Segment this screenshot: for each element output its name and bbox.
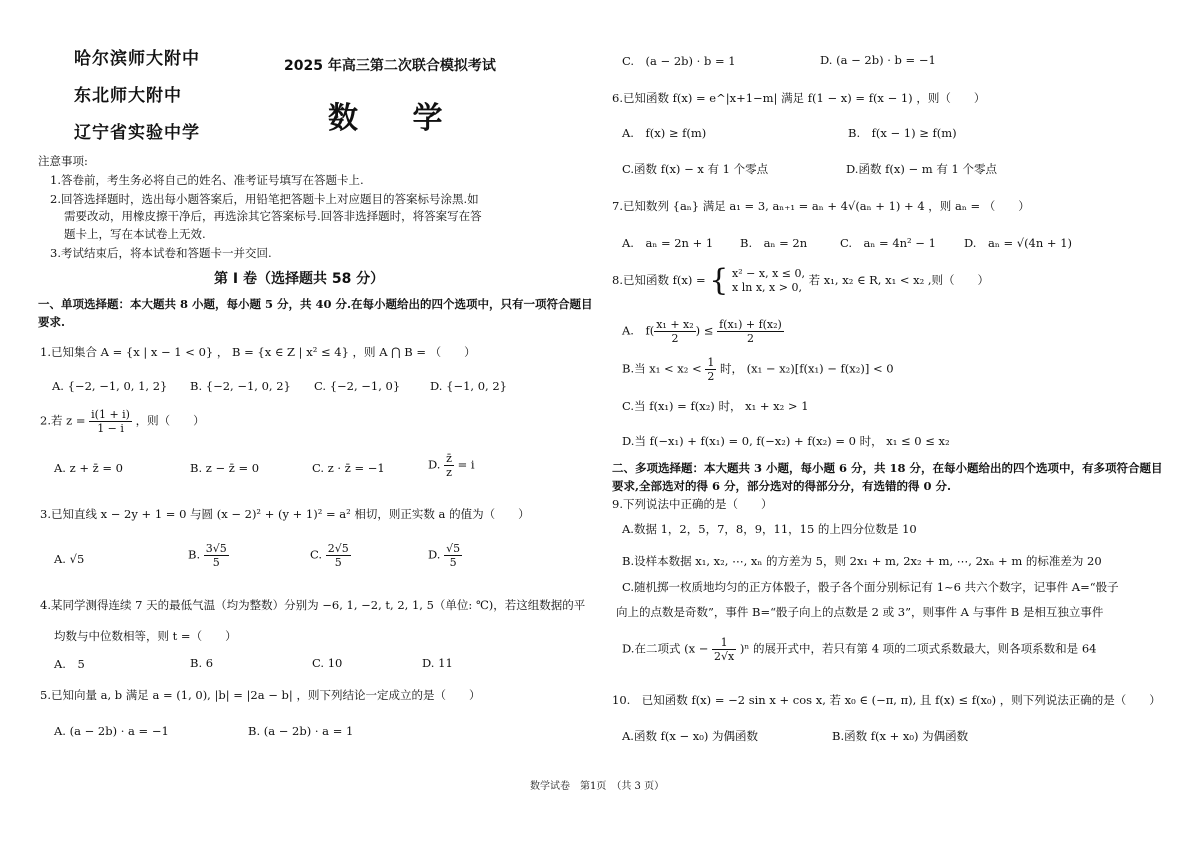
notice-item-1: 1.答卷前，考生务必将自己的姓名、准考证号填写在答题卡上.	[50, 173, 364, 187]
q8-option-d: D.当 f(−x₁) + f(x₁) = 0, f(−x₂) + f(x₂) = 0 时， x₁ ≤ 0 ≤ x₂	[622, 434, 950, 448]
q9-option-d	[622, 636, 1096, 663]
notice-item-2-cont2: 题卡上，写在本试卷上无效.	[64, 227, 206, 241]
q9-option-a: A.数据 1，2，5，7，8，9，11，15 的上四分位数是 10	[622, 522, 917, 536]
q4-option-c: C. 10	[312, 656, 343, 670]
q9-stem: 9.下列说法中正确的是（ ）	[612, 497, 773, 511]
q5-option-d: D. (a − 2b) · b = −1	[820, 53, 936, 67]
q3-option-b	[188, 542, 229, 569]
q6-option-b: B. f(x − 1) ≥ f(m)	[848, 126, 957, 140]
q8-option-b-fraction	[705, 356, 716, 383]
q3-option-d-label: D.	[428, 547, 441, 562]
q1-option-c: C. {−2, −1, 0}	[314, 379, 401, 393]
q4-stem-line1: 4.某同学测得连续 7 天的最低气温（均为整数）分别为 −6, 1, −2, t, 2, 1, 5（单位: ℃)，若这组数据的平	[40, 598, 586, 612]
q9-option-d-denominator: 2√x	[714, 650, 735, 663]
q2-option-a: A. z + z̄ = 0	[54, 461, 123, 475]
q8-stem	[612, 263, 990, 298]
q2-option-d-label: D.	[428, 457, 441, 472]
notice-item-2: 2.回答选择题时，选出每小题答案后，用铅笔把答题卡上对应题目的答案标号涂黑.如	[50, 192, 479, 206]
q9-option-d-pre: D.在二项式 (x −	[622, 641, 709, 656]
part1-title: 第 I 卷（选择题共 58 分）	[214, 271, 385, 287]
q2-fraction	[89, 408, 132, 435]
q3-option-d-denominator: 5	[449, 556, 457, 569]
q8-option-b-numerator: 1	[707, 356, 715, 369]
school-name-1: 哈尔滨师大附中	[74, 49, 200, 69]
q1-option-b: B. {−2, −1, 0, 2}	[190, 379, 291, 393]
q7-option-d: D. aₙ = √(4n + 1)	[964, 236, 1073, 250]
q8-option-a-denominator-2: 2	[746, 332, 754, 345]
q7-option-c: C. aₙ = 4n² − 1	[840, 236, 936, 250]
q7-option-b: B. aₙ = 2n	[740, 236, 808, 250]
q3-option-c-denominator: 5	[334, 556, 342, 569]
q6-stem: 6.已知函数 f(x) = e^|x+1−m| 满足 f(1 − x) = f(x − 1) ，则（ ）	[612, 91, 986, 105]
q3-option-b-label: B.	[188, 547, 201, 562]
q8-stem-pre: 8.已知函数 f(x) =	[612, 273, 706, 287]
notice-heading: 注意事项:	[38, 154, 88, 168]
q3-option-d-fraction	[444, 542, 462, 569]
q8-option-a	[622, 318, 784, 345]
q8-stem-post: 若 x₁, x₂ ∈ R, x₁ < x₂ ,则（ ）	[808, 273, 990, 287]
school-name-2: 东北师大附中	[74, 86, 182, 106]
q2-option-d-denominator: z	[446, 466, 452, 479]
q7-option-a: A. aₙ = 2n + 1	[622, 236, 714, 250]
q8-piece-1: x² − x, x ≤ 0,	[732, 267, 805, 280]
q5-stem: 5.已知向量 a, b 满足 a = (1, 0), |b| = |2a − b| ，则下列结论一定成立的是（ ）	[40, 688, 481, 702]
q10-option-b: B.函数 f(x + x₀) 为偶函数	[832, 729, 969, 743]
q1-option-a: A. {−2, −1, 0, 1, 2}	[52, 379, 168, 393]
q2-option-c: C. z · z̄ = −1	[312, 461, 385, 475]
q1-option-d: D. {−1, 0, 2}	[430, 379, 507, 393]
exam-title: 2025 年高三第二次联合模拟考试	[284, 58, 496, 74]
q9-option-b: B.设样本数据 x₁, x₂, ⋯, xₙ 的方差为 5，则 2x₁ + m, 2x₂ + m, ⋯, 2xₙ + m 的标准差为 20	[622, 554, 1102, 568]
q6-option-c: C.函数 f(x) − x 有 1 个零点	[622, 162, 769, 176]
q3-option-a: A. √5	[54, 552, 85, 566]
q9-option-c-line1: C.随机掷一枚质地均匀的正方体骰子，骰子各个面分别标记有 1~6 共六个数字，记事件 A=“骰子	[622, 580, 1119, 594]
q2-option-d-fraction	[444, 452, 454, 479]
q3-stem: 3.已知直线 x − 2y + 1 = 0 与圆 (x − 2)² + (y + 1)² = a² 相切，则正实数 a 的值为（ ）	[40, 507, 530, 521]
q3-option-b-numerator: 3√5	[205, 542, 227, 555]
q10-stem: 10. 已知函数 f(x) = −2 sin x + cos x, 若 x₀ ∈ (−π, π), 且 f(x) ≤ f(x₀) ，则下列说法正确的是（ ）	[612, 693, 1161, 707]
q6-option-a: A. f(x) ≥ f(m)	[622, 126, 707, 140]
q8-option-b	[622, 356, 894, 383]
q10-option-a: A.函数 f(x − x₀) 为偶函数	[622, 729, 759, 743]
q5-option-c: C. (a − 2b) · b = 1	[622, 54, 736, 68]
q9-option-d-fraction	[712, 636, 736, 663]
q8-option-a-numerator-1: x₁ + x₂	[656, 318, 694, 331]
notice-item-2-cont: 需要改动，用橡皮擦干净后，再选涂其它答案标号.回答非选择题时，将答案写在答	[64, 209, 482, 223]
q8-option-a-mid: ) ≤	[695, 323, 714, 338]
q2-option-b: B. z − z̄ = 0	[190, 461, 260, 475]
q8-option-a-label: A. f(	[622, 323, 655, 338]
q2-stem-post: ，则（ ）	[135, 413, 205, 428]
q9-option-c-line2: 向上的点数是奇数”，事件 B=“骰子向上的点数是 2 或 3”，则事件 A 与事件 B 是相互独立事件	[616, 605, 1104, 619]
q8-piecewise	[732, 267, 805, 295]
q3-option-b-denominator: 5	[212, 556, 220, 569]
q1-stem: 1.已知集合 A = {x | x − 1 < 0} ， B = {x ∈ Z | x² ≤ 4} ，则 A ⋂ B = （ ）	[40, 345, 476, 359]
q8-piece-2: x ln x, x > 0,	[732, 281, 802, 294]
q2-stem-pre: 2.若 z =	[40, 413, 86, 428]
q3-option-c-numerator: 2√5	[327, 542, 349, 555]
q3-option-d	[428, 542, 462, 569]
q8-option-a-numerator-2: f(x₁) + f(x₂)	[719, 318, 782, 331]
q3-option-c-label: C.	[310, 547, 323, 562]
q8-option-a-denominator-1: 2	[671, 332, 679, 345]
q3-option-c	[310, 542, 351, 569]
q8-option-a-fraction-2	[717, 318, 784, 345]
subject-title: 数 学	[328, 101, 465, 136]
q8-option-c: C.当 f(x₁) = f(x₂) 时， x₁ + x₂ > 1	[622, 399, 809, 413]
q3-option-b-fraction	[204, 542, 229, 569]
q9-option-d-post: )ⁿ 的展开式中，若只有第 4 项的二项式系数最大，则各项系数和是 64	[739, 641, 1097, 656]
q5-option-a: A. (a − 2b) · a = −1	[54, 724, 169, 738]
q2-numerator: i(1 + i)	[91, 408, 130, 421]
page-footer: 数学试卷 第1页 （共 3 页）	[530, 781, 665, 792]
q8-option-b-post: 时， (x₁ − x₂)[f(x₁) − f(x₂)] < 0	[720, 361, 894, 376]
q8-option-b-denominator: 2	[707, 370, 715, 383]
q8-option-b-pre: B.当 x₁ < x₂ <	[622, 361, 702, 376]
q9-option-d-numerator: 1	[712, 636, 736, 650]
q8-option-a-fraction-1	[654, 318, 695, 345]
q2-option-d	[428, 452, 475, 479]
brace-glyph: {	[709, 263, 729, 298]
q4-option-b: B. 6	[190, 656, 214, 670]
q4-stem-line2: 均数与中位数相等，则 t =（ ）	[54, 629, 237, 643]
q4-option-d: D. 11	[422, 656, 453, 670]
q2-option-d-post: = i	[457, 457, 475, 472]
q2-stem	[40, 408, 205, 435]
q5-option-b: B. (a − 2b) · a = 1	[248, 724, 354, 738]
q4-option-a: A. 5	[54, 657, 85, 671]
q2-option-d-numerator: z̄	[446, 452, 452, 465]
section2-title: 二、多项选择题：本大题共 3 小题，每小题 6 分，共 18 分，在每小题给出的四个选项中，有多项符合题目要求,全部选对的得 6 分，部分选对的得部分分，有选错的得 0 分.	[612, 461, 1163, 493]
section1-title: 一、单项选择题：本大题共 8 小题，每小题 5 分，共 40 分.在每小题给出的四个选项中，只有一项符合题目要求.	[38, 297, 593, 329]
q2-denominator: 1 − i	[97, 422, 124, 435]
q3-option-c-fraction	[326, 542, 351, 569]
notice-item-3: 3.考试结束后，将本试卷和答题卡一并交回.	[50, 246, 272, 260]
school-name-3: 辽宁省实验中学	[74, 123, 200, 143]
q3-option-d-numerator: √5	[446, 542, 461, 555]
q6-option-d: D.函数 f(x) − m 有 1 个零点	[846, 162, 997, 176]
q7-stem: 7.已知数列 {aₙ} 满足 a₁ = 3, aₙ₊₁ = aₙ + 4√(aₙ + 1) + 4 ，则 aₙ = （ ）	[612, 199, 1030, 213]
